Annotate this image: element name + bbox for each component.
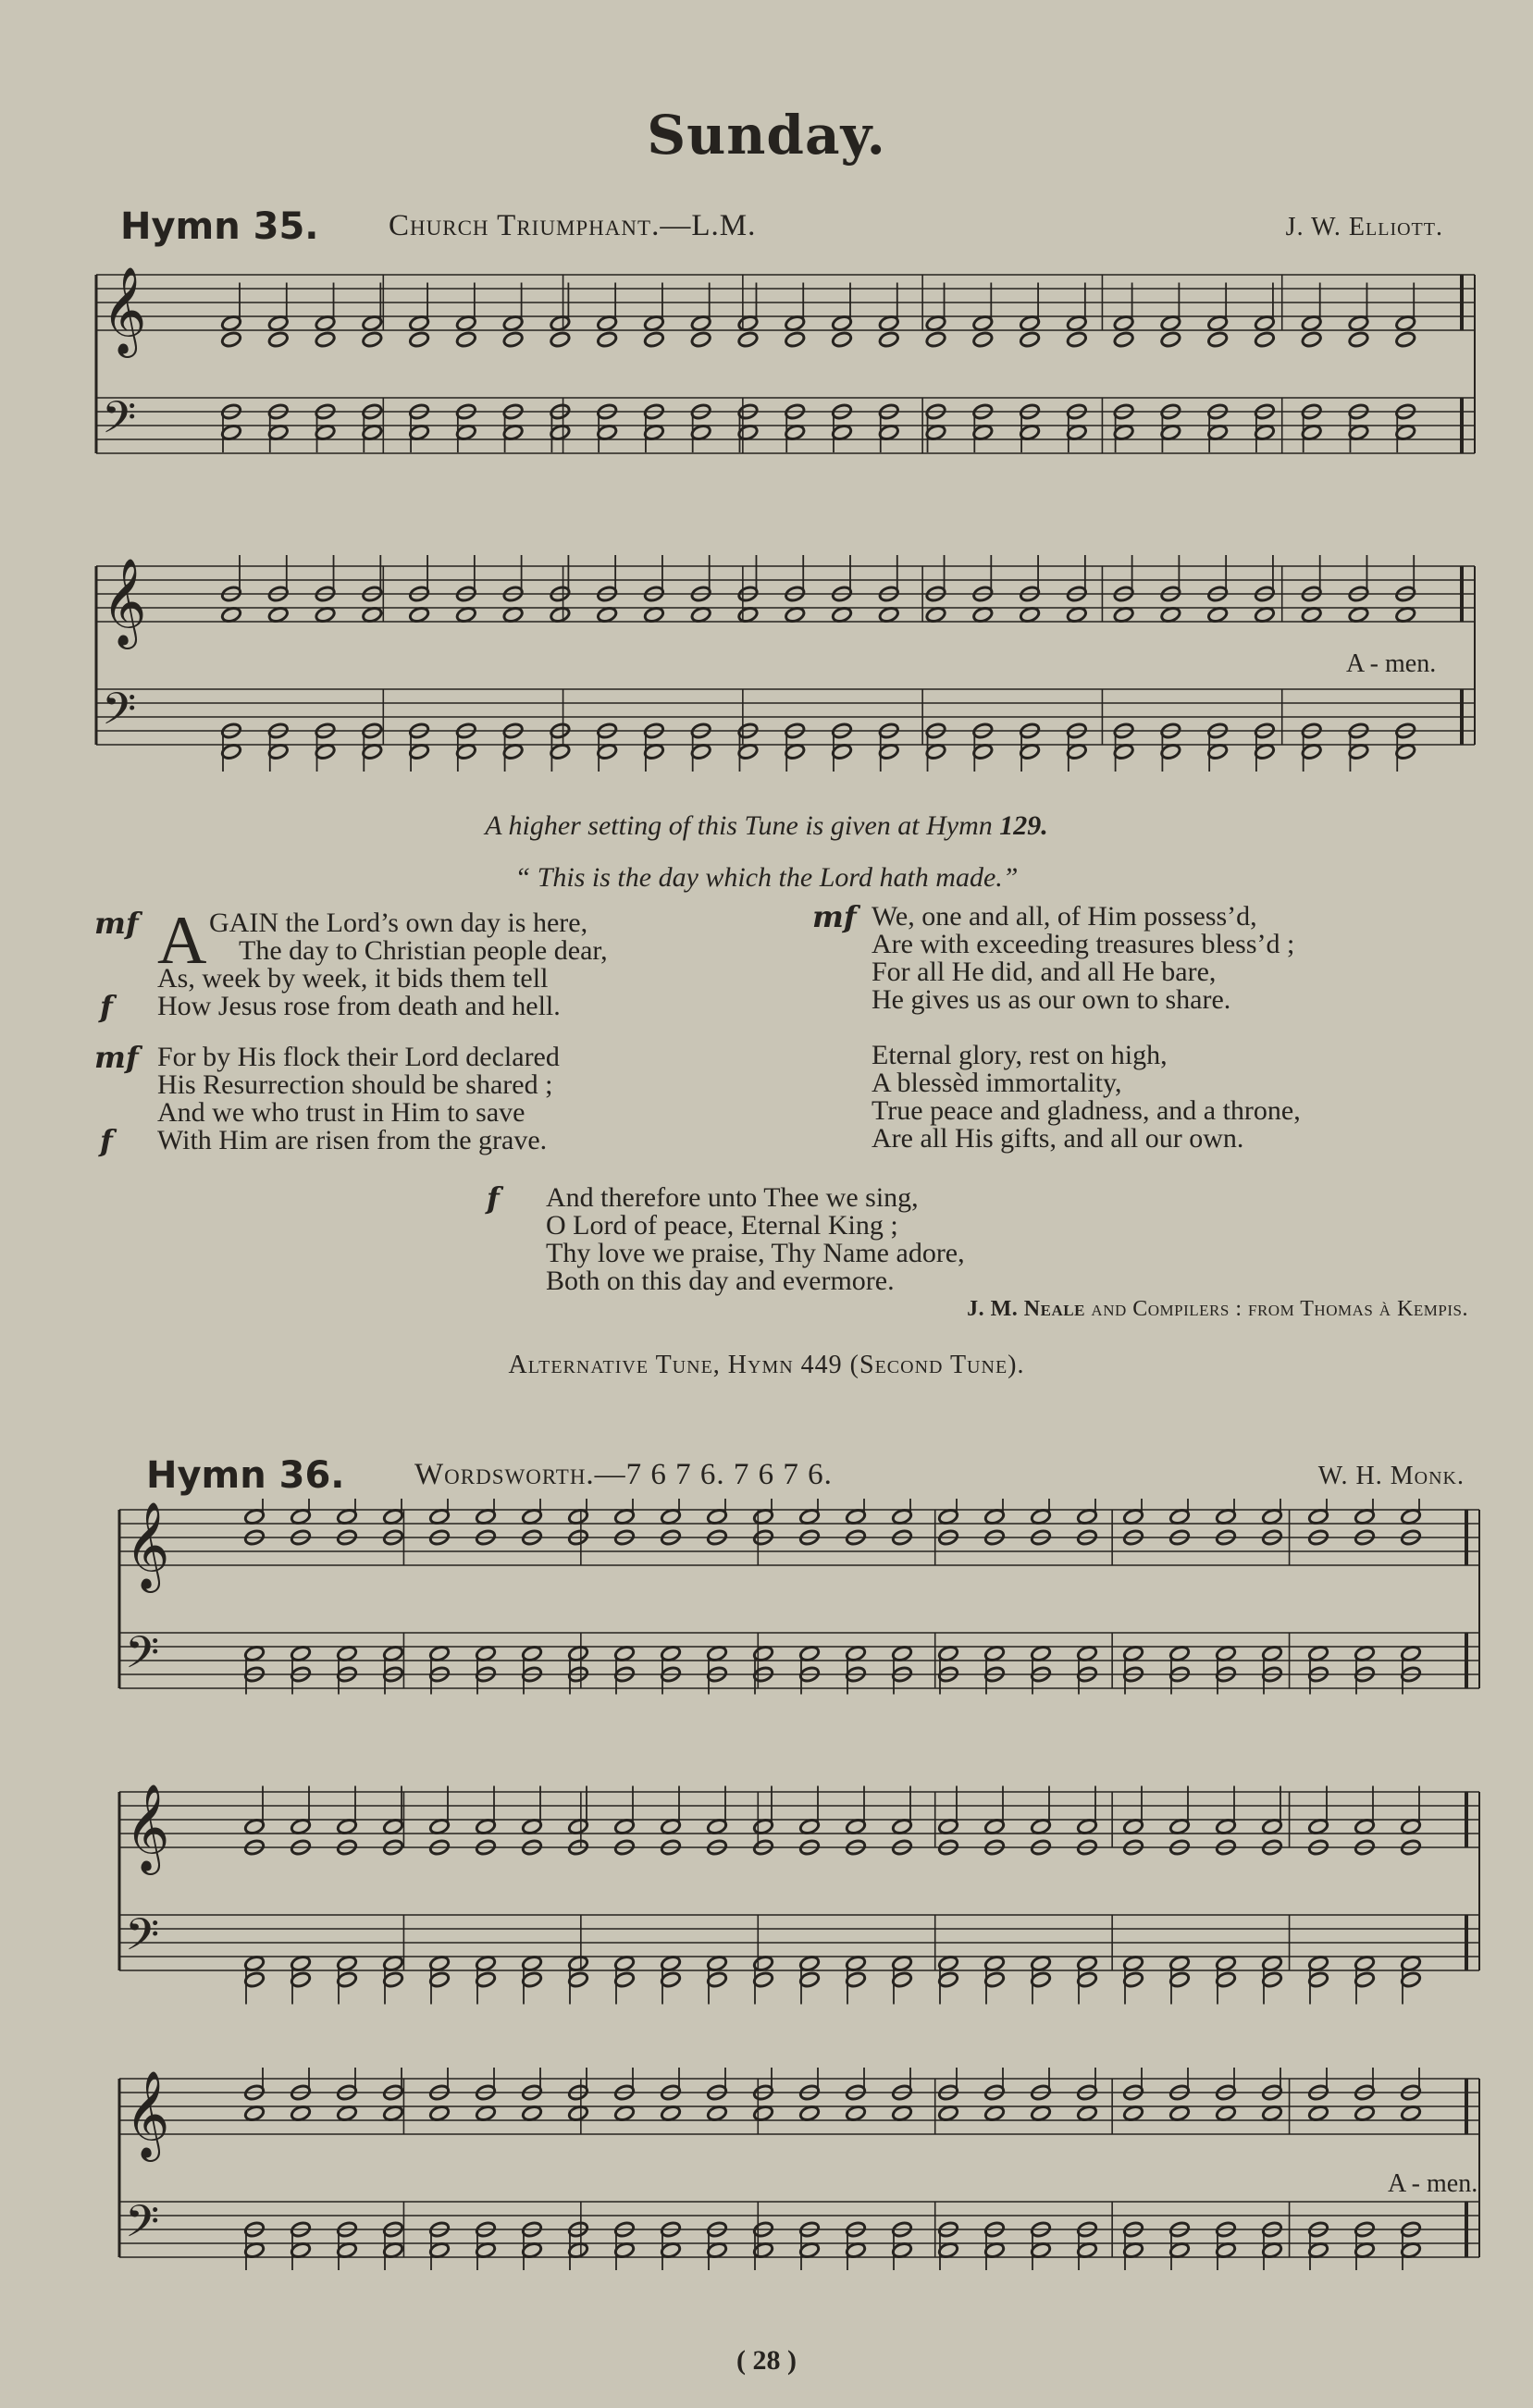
verse-line: As, week by week, it bids them tell: [157, 963, 549, 994]
verse-line: For all He did, and all He bare,: [872, 957, 1217, 987]
hymn-36-system-1: [116, 1499, 1485, 1748]
hymn-35-number: Hymn 35.: [120, 205, 319, 248]
hymn-35-system-2: [93, 555, 1480, 805]
verse-line: True peace and gladness, and a throne,: [872, 1095, 1301, 1126]
svg-text:𝄢: 𝄢: [102, 391, 137, 454]
dynamic-mark: f: [487, 1180, 500, 1216]
verse-line: For by His flock their Lord declared: [157, 1042, 560, 1072]
verse-line: He gives us as our own to share.: [872, 984, 1231, 1015]
hymn-36-system-3: [116, 2068, 1485, 2317]
verse-line: We, one and all, of Him possess’d,: [872, 901, 1257, 932]
hymn-35-system-1: [93, 264, 1480, 513]
hymn-35-attribution: [967, 1297, 1468, 1322]
hymn-36-system-2: [116, 1781, 1485, 2031]
dynamic-mark: f: [100, 1123, 113, 1158]
page-number: ( 28 ): [736, 2345, 797, 2376]
verse-line: Thy love we praise, Thy Name adore,: [546, 1238, 965, 1268]
svg-text:𝄢: 𝄢: [125, 1626, 160, 1689]
verse-line: Eternal glory, rest on high,: [872, 1040, 1168, 1070]
svg-text:𝄞: 𝄞: [102, 266, 147, 354]
verse-line: His Resurrection should be shared ;: [157, 1069, 553, 1100]
hymn-36-amen: A - men.: [1388, 2169, 1478, 2198]
dynamic-mark: mf: [94, 906, 139, 941]
hymn-35-text-quote: “ This is the day which the Lord hath made.”: [514, 862, 1019, 893]
verse-line: A blessèd immortality,: [872, 1068, 1122, 1098]
verse-line: The day to Christian people dear,: [239, 935, 608, 966]
hymn-35-composer: J. W. Elliott.: [1285, 213, 1443, 241]
setting-note-text: A higher setting of this Tune is given at Hymn: [485, 810, 993, 841]
svg-text:𝄞: 𝄞: [102, 558, 147, 646]
verse-line: GAIN the Lord’s own day is here,: [209, 908, 588, 938]
svg-text:𝄢: 𝄢: [102, 683, 137, 746]
hymn-35-tune-name: Church Triumphant.—L.M.: [389, 209, 757, 242]
verse-line: Are with exceeding treasures bless’d ;: [872, 929, 1295, 959]
attribution-rest: and Compilers : from Thomas à Kempis.: [1091, 1297, 1468, 1321]
svg-text:𝄢: 𝄢: [125, 1908, 160, 1971]
verse-line: With Him are risen from the grave.: [157, 1125, 548, 1155]
verse-line: How Jesus rose from death and hell.: [157, 991, 561, 1021]
verse-line: Both on this day and evermore.: [546, 1266, 895, 1296]
dynamic-mark: mf: [812, 899, 857, 934]
svg-text:𝄞: 𝄞: [125, 2070, 170, 2158]
section-title: Sunday.: [647, 104, 886, 167]
hymn-36-tune-name: Wordsworth.—7 6 7 6. 7 6 7 6.: [414, 1458, 833, 1491]
hymn-35-amen: A - men.: [1346, 649, 1437, 678]
verse-1-dropcap: A: [157, 903, 207, 979]
dynamic-mark: f: [100, 989, 113, 1024]
verse-line: And therefore unto Thee we sing,: [546, 1182, 919, 1213]
svg-text:𝄞: 𝄞: [125, 1784, 170, 1871]
hymn-35-header: [120, 205, 1443, 261]
hymn-36-composer: W. H. Monk.: [1317, 1462, 1465, 1490]
dynamic-mark: mf: [94, 1040, 139, 1075]
verse-line: And we who trust in Him to save: [157, 1097, 525, 1128]
verse-line: Are all His gifts, and all our own.: [872, 1123, 1244, 1154]
verse-line: O Lord of peace, Eternal King ;: [546, 1210, 898, 1241]
setting-note-hymn: 129.: [999, 810, 1048, 841]
svg-text:𝄢: 𝄢: [125, 2195, 160, 2258]
attribution-author: J. M. Neale: [967, 1297, 1085, 1321]
hymn-35-setting-note: [0, 810, 1533, 842]
hymn-36-number: Hymn 36.: [146, 1454, 345, 1497]
alternative-tune-note: Alternative Tune, Hymn 449 (Second Tune).: [508, 1351, 1025, 1379]
svg-text:𝄞: 𝄞: [125, 1501, 170, 1589]
